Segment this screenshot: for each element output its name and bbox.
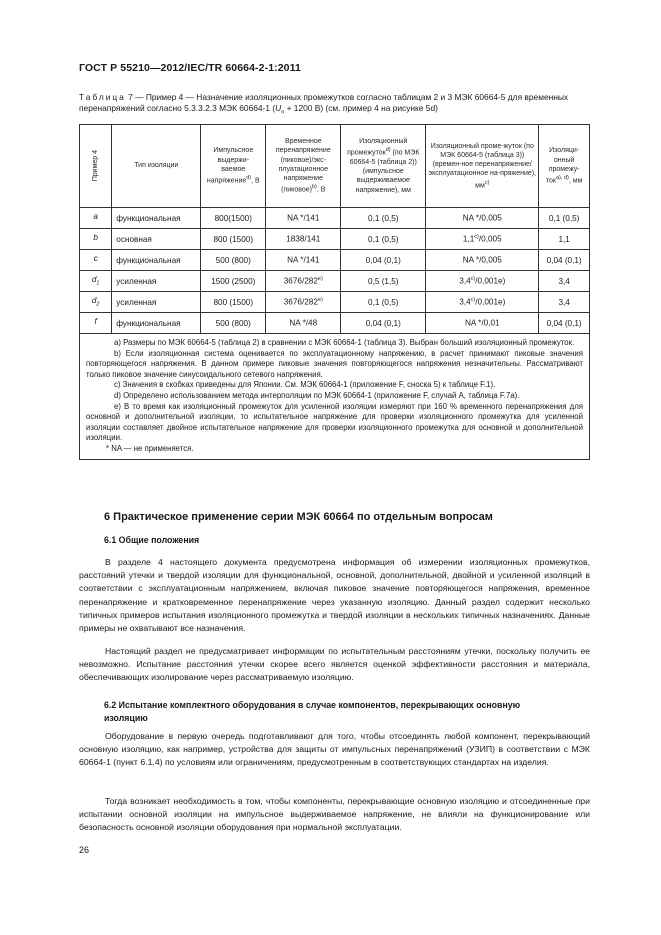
page-number: 26 [79,845,90,855]
cell-impulse-voltage: 800(1500) [201,208,266,229]
cell-insulation-type: усиленная [112,292,201,313]
cell-example: b [80,229,112,250]
cell-clearance-impulse: 0,1 (0,5) [341,208,426,229]
cell-insulation-type: усиленная [112,271,201,292]
cell-clearance-final: 1,1 [539,229,590,250]
col-example: Пример 4 [80,125,112,208]
cell-clearance-impulse: 0,04 (0,1) [341,313,426,334]
note-b: b) Если изоляционная система оценивается по эксплуатационному напряжению, в расчет принимают пиковые значения повторяющегося напряжения. В данном примере пиковые значения повторяющегося напряжения незначительны. Рассматривают только пиковое значение синусоидального сетевого напряжения. [86,348,583,379]
table-7 [79,124,590,460]
caption-text-end: + 1200 В) (см. пример 4 на рисунке 5d) [284,103,438,113]
cell-temporary-overvoltage: NA */141 [266,250,341,271]
subsection-6-1-title: 6.1 Общие положения [104,535,200,545]
cell-temporary-overvoltage: 3676/282$^{e)}$ [266,271,341,292]
cell-clearance-final: 0,04 (0,1) [539,313,590,334]
cell-impulse-voltage: 500 (800) [201,313,266,334]
col-clearance-final: Изоляци-онный промежу-ток$^{a), d)}$, мм [539,125,590,208]
table-notes [80,334,590,460]
caption-symbol-sub: n [281,109,285,116]
note-c: c) Значения в скобках приведены для Японии. См. МЭК 60664-1 (приложение F, сноска 5) к таблице F.1). [114,380,496,390]
caption-table-word: Таблица [79,92,126,102]
cell-clearance-impulse: 0,1 (0,5) [341,292,426,313]
cell-temporary-overvoltage: 1838/141 [266,229,341,250]
cell-impulse-voltage: 800 (1500) [201,229,266,250]
table-caption [79,92,589,119]
table-row [80,208,590,229]
note-star: * NA — не применяется. [106,443,194,453]
cell-example: $d_2$ [80,292,112,313]
table-row [80,271,590,292]
cell-clearance-temporary: NA */0,005 [426,208,539,229]
col-insulation-type: Тип изоляции [112,125,201,208]
paragraph-6-2-a: Оборудование в первую очередь подготавливают для того, чтобы отсоединять любой компонент, перекрывающий основную изоляцию, как например, устройства для защиты от импульсных перенапряжений (УЗИП) в соответствии с МЭК 60664-1 (пункт 6.1.4) по условиям или ограничениям, предусмотренным в соответствующих стандартах на изделия. [79,731,590,768]
col-clearance-impulse: Изоляционный промежуток$^{d)}$ (по МЭК 60664-5 (таблица 2)) (импульсное выдерживаемое напряжение), мм [341,125,426,208]
cell-clearance-final: 0,1 (0,5) [539,208,590,229]
table-notes-row [80,334,590,460]
note-a: a) Размеры по МЭК 60664-5 (таблица 2) в сравнении с МЭК 60664-1 (таблица 3). Выбран больший изоляционный промежуток. [114,338,575,347]
cell-example: f [80,313,112,334]
caption-symbol: U [275,103,282,113]
cell-clearance-final: 3,4 [539,292,590,313]
cell-example: $d_1$ [80,271,112,292]
table-row [80,250,590,271]
table-row [80,229,590,250]
cell-clearance-impulse: 0,1 (0,5) [341,229,426,250]
section-6-title: 6 Практическое применение серии МЭК 60664 по отдельным вопросам [104,511,493,523]
col-impulse-voltage: Импульсное выдержи- ваемое напряжение$^{d)}$, В [201,125,266,208]
paragraph-6-1-a: В разделе 4 настоящего документа предусмотрена информация об измерении изоляционных промежутков, расстояний утечки и твердой изоляции для функциональной, основной, дополнительной, двойной и усиленной изоляций в соответствии с эксплуатационным напряжением, включая пиковое значение повторяющегося напряжения, временное перенапряжение и кратковременное перенапряжение через указанную изоляцию. Данный раздел содержит несколько типичных примеров испытания изоляционного промежутка и твердой изоляции в нескольких типичных назначениях. Данные примеры не охватывают все назначения. [79,557,590,634]
cell-clearance-impulse: 0,04 (0,1) [341,250,426,271]
cell-insulation-type: функциональная [112,208,201,229]
cell-example: c [80,250,112,271]
table-row [80,313,590,334]
cell-temporary-overvoltage: NA */48 [266,313,341,334]
paragraph-6-1-b: Настоящий раздел не предусматривает информации по испытательным расстояниям утечки, поскольку получить ее невозможно. Испытание расстояния утечки скорее всего является оценкой эффективности расстояния и материала, обеспечивающих изолирование через рассматриваемую изоляцию. [79,646,590,683]
caption-text: 7 — Пример 4 — Назначение изоляционных промежутков согласно таблицам 2 и 3 МЭК 60664-5 для временных перенапряжений согласно 5.3.3.2.3 МЭК 60664-1 ( [79,92,569,113]
note-d: d) Определено использованием метода интерполяции по МЭК 60664-1 (приложение F, случай А, таблица F.7a). [114,390,520,400]
cell-clearance-temporary: NA */0,01 [426,313,539,334]
paragraph-6-2-b: Тогда возникает необходимость в том, чтобы компоненты, перекрывающие основную изоляцию и отсоединенные при испытании основной изоляции на импульсное выдерживаемое напряжение, не влияли на функционирование или безопасность основной изоляции оборудования при нормальной эксплуатации. [79,796,590,833]
document-header: ГОСТ Р 55210—2012/IEC/TR 60664-2-1:2011 [79,62,301,74]
cell-impulse-voltage: 800 (1500) [201,292,266,313]
cell-insulation-type: функциональная [112,313,201,334]
table-row [80,292,590,313]
cell-clearance-temporary: 1,1$^{c)}$/0,005 [426,229,539,250]
col-clearance-temporary: Изоляционный проме-жуток (по МЭК 60664-5 (таблица 3)) (времен-ное перенапряжение/ эксплуатационное на-пряжение), $мм^{c)}$ [426,125,539,208]
cell-clearance-temporary: 3,4$^{c)}$/0,001e) [426,271,539,292]
cell-insulation-type: функциональная [112,250,201,271]
col-temporary-overvoltage: Временное перенапряжение (пиковое)/экс- плуатационное напряжение (пиковое)$^{b)}$, В [266,125,341,208]
cell-example: a [80,208,112,229]
cell-temporary-overvoltage: 3676/282$^{e)}$ [266,292,341,313]
cell-clearance-final: 0,04 (0,1) [539,250,590,271]
subsection-6-2-title: 6.2 Испытание комплектного оборудования в случае компонентов, перекрывающих основную изоляцию [104,700,521,723]
cell-clearance-final: 3,4 [539,271,590,292]
cell-impulse-voltage: 1500 (2500) [201,271,266,292]
cell-insulation-type: основная [112,229,201,250]
note-e: e) В то время как изоляционный промежуток для усиленной изоляции измеряют при 160 % временного перенапряжения для основной и дополнительной изоляции, то испытательное напряжение для проверки изоляционного промежутка для усиленной изоляции составляет двойное испытательное напряжение для проверки изоляционного промежутка для основной и дополнительной изоляции. [86,401,583,443]
cell-temporary-overvoltage: NA */141 [266,208,341,229]
cell-clearance-impulse: 0,5 (1,5) [341,271,426,292]
cell-impulse-voltage: 500 (800) [201,250,266,271]
table-header-row [80,125,590,208]
cell-clearance-temporary: NA */0,005 [426,250,539,271]
cell-clearance-temporary: 3,4$^{c)}$/0,001e) [426,292,539,313]
